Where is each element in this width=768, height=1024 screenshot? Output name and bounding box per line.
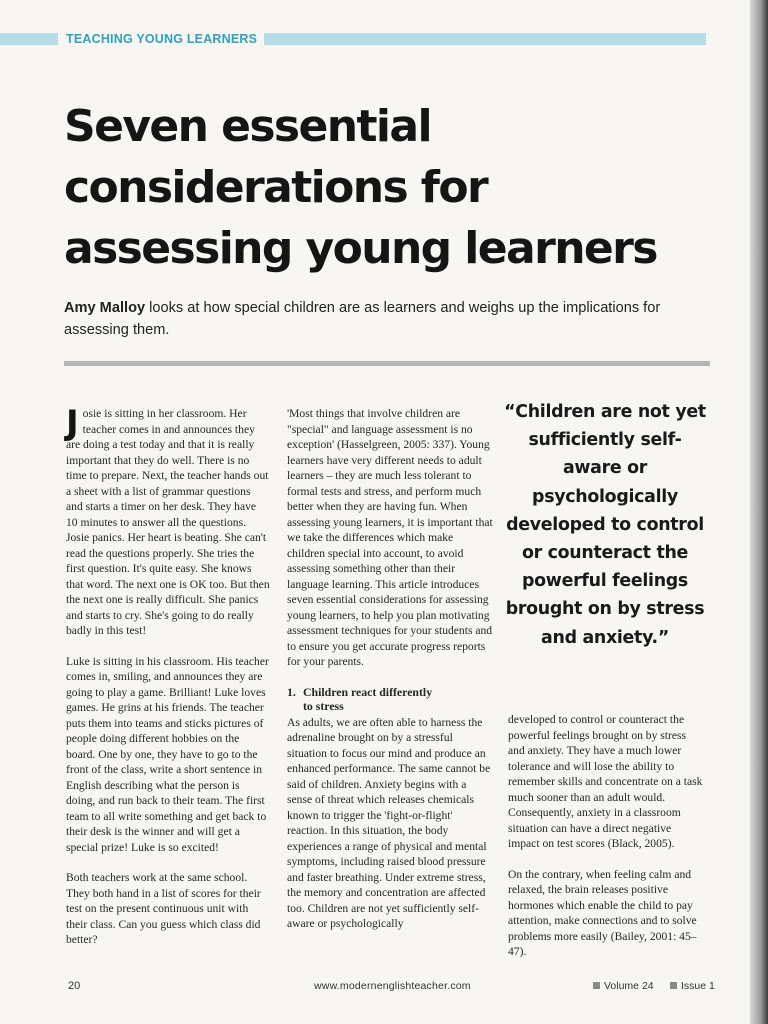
page-edge-shadow	[750, 0, 768, 1024]
headline-line-3: assessing young learners	[64, 223, 657, 274]
headline-line-2: considerations for	[64, 162, 488, 213]
body-column-1	[66, 403, 270, 963]
subheading-line-1: Children react differently	[303, 684, 433, 699]
author-name: Amy Malloy	[64, 300, 146, 316]
paragraph-josie-text: osie is sitting in her classroom. Her teacher comes in and announces they are doing a test today and that it is really important that they do well. There is no time to prepare. Next, the teacher hands out a sheet with a list of grammar questions and starts a timer on her desk. They have 10 minutes to answer all the questions. Josie panics. Her heart is beating. She can't read the questions properly. She tries the first question. It's quite easy. She knows that word. The next one is OK too. But then the next one is really difficult. She panics and starts to cry. She's going to do really badly in this test!	[66, 407, 270, 637]
footer-volume	[593, 980, 654, 992]
standfirst-text: looks at how special children are as learners and weighs up the implications for assessing them.	[64, 300, 661, 338]
paragraph-josie	[66, 403, 270, 639]
issue-text: Issue 1	[681, 980, 715, 992]
standfirst	[64, 297, 704, 341]
headline-line-1: Seven essential	[64, 101, 431, 152]
section-label: TEACHING YOUNG LEARNERS	[66, 32, 258, 46]
article-headline	[64, 96, 724, 279]
paragraph-luke: Luke is sitting in his classroom. His teacher comes in, smiling, and announces they are going to play a game. Brilliant! Luke loves games. He grins at his friends. The teacher puts them into teams and sticks pictures of people doing different hobbies on the board. One by one, they have to go to the front of the class, write a short sentence in English describing what the person is doing, and run back to their team. The first team to all write something and get back to their desk is the winner and will get a special prize! Luke is so excited!	[66, 654, 269, 854]
paragraph-developed: developed to control or counteract the powerful feelings brought on by stress and anxiety. They have a much lower tolerance and will lose the ability to remember skills and concentrate on a task much sooner than an adult would. Consequently, anxiety in a classroom situation can have a direct negative impact on test scores (Black, 2005).	[508, 713, 703, 850]
divider-rule	[64, 361, 710, 366]
page-footer	[0, 980, 740, 996]
pull-quote: “Children are not yet sufficiently self-aware or psychologically developed to control or counteract the powerful feelings brought on by stress and anxiety.”	[504, 402, 706, 648]
paragraph-intro: 'Most things that involve children are "special" and language assessment is no exception' (Hasselgreen, 2005: 337). Young learners have very different needs to adult learners – they are much less tolerant to formal tests and stress, and perform much better when they are having fun. When assessing young learners, it is important that we take the differences which make children special into account, to avoid assessing something other than their language learning. This article introduces seven essential considerations for assessing young learners, to help you plan motivating assessment techniques for your students and to ensure you get accurate progress reports for your parents.	[287, 407, 493, 668]
square-bullet-icon	[670, 982, 677, 989]
footer-url: www.modernenglishteacher.com	[314, 980, 471, 992]
section-header-bar	[0, 32, 706, 46]
drop-cap: J	[66, 403, 79, 443]
footer-issue	[670, 980, 715, 992]
subheading-number: 1.	[287, 684, 296, 699]
volume-text: Volume 24	[604, 980, 654, 992]
body-column-3	[508, 712, 704, 975]
page-number: 20	[68, 980, 81, 992]
section-bar-left	[0, 33, 58, 45]
paragraph-calm: On the contrary, when feeling calm and relaxed, the brain releases positive hormones which enable the child to pay attention, make connections and to solve problems more easily (Bailey, 2001: 45–47).	[508, 867, 697, 958]
paragraph-stress: As adults, we are often able to harness the adrenaline brought on by a stressful situation to focus our mind and produce an enhanced performance. The same cannot be said of children. Anxiety begins with a sense of threat which releases chemicals known to trigger the 'fight-or-flight' reaction. In this situation, the body experiences a range of physical and mental symptoms, including raised blood pressure and faster breathing. Under extreme stress, the memory and concentration are affected too. Children are not yet sufficiently self-aware or psychologically	[287, 715, 491, 930]
square-bullet-icon	[593, 982, 600, 989]
paragraph-question: Both teachers work at the same school. They both hand in a list of scores for their test on the present continuous unit with their class. Can you guess which class did better?	[66, 871, 261, 946]
subheading-1	[287, 685, 493, 713]
section-bar-right	[264, 33, 706, 45]
body-column-2	[287, 406, 493, 947]
subheading-line-2: to stress	[303, 698, 344, 713]
